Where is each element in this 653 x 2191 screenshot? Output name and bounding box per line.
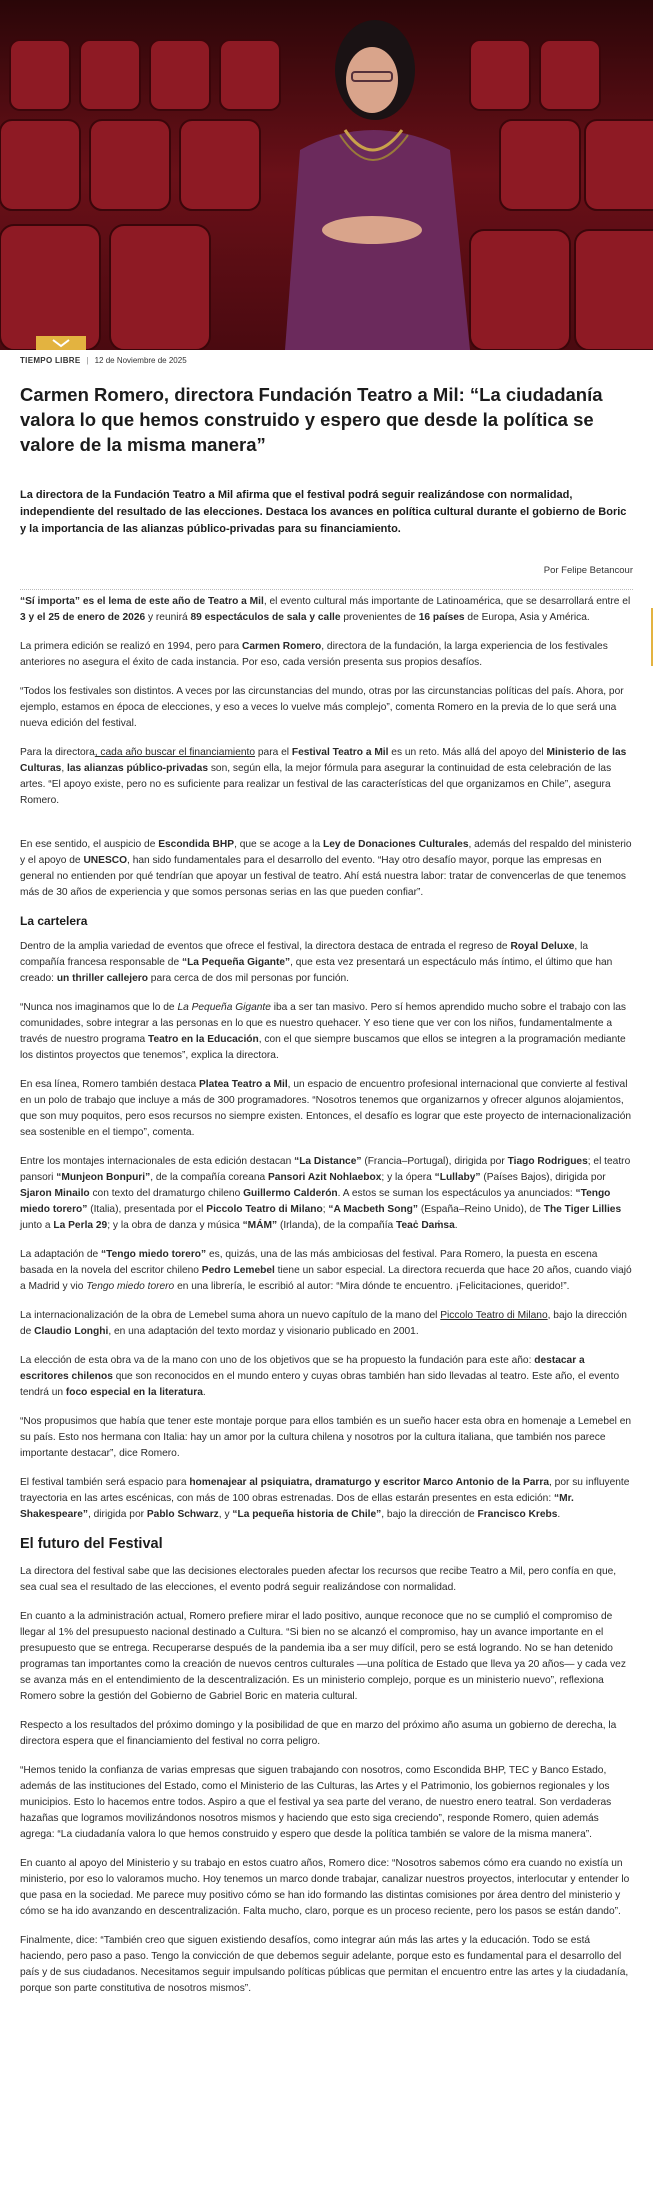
piccolo-teatro-link[interactable]: Piccolo Teatro di Milano <box>440 1310 548 1321</box>
subheading-cartelera: La cartelera <box>20 914 88 928</box>
paragraph: Entre los montajes internacionales de esta edición destacan “La Distance” (Francia–Portugal), dirigida por Tiago Rodrigues; el teatro pansori “Munjeon Bonpuri”, de la compañía coreana Pansori Azit Nohlaebox; y la ópera “Lullaby” (Países Bajos), dirigida por Sjaron Minailo con texto del dramaturgo chileno Guillermo Calderón. A estos se suman los espectáculos ya anunciados: “Tengo miedo torero” (Italia), presentada por el Piccolo Teatro di Milano; “A Macbeth Song” (España–Reino Unido), de The Tiger Lillies junto a La Perla 29; y la obra de danza y música “MÁM” (Irlanda), de la compañía Teaċ Daṁsa. <box>20 1156 631 1231</box>
paragraph: “Sí importa” es el lema de este año de Teatro a Mil, el evento cultural más importante de Latinoamérica, que se desarrollará entre el 3 y el 25 de enero de 2026 y reunirá 89 espectáculos de sala y calle provenientes de 16 países de Europa, Asia y América. <box>20 596 631 623</box>
publish-date: 12 de Noviembre de 2025 <box>94 356 187 365</box>
article-body <box>20 589 633 1997</box>
paragraph: Finalmente, dice: “También creo que siguen existiendo desafíos, como integrar aún más las artes y la educación. Todo se está haciendo, pero paso a paso. Tengo la convicción de que debemos seguir adelante, porque esto es fundamental para el desarrollo del país y de sus ciudadanos. Necesitamos seguir impulsando políticas públicas que permitan el encuentro entre las artes y la ciudadanía, porque son parte constitutiva de nosotros mismos”. <box>20 1935 629 1994</box>
article-lead: La directora de la Fundación Teatro a Mil afirma que el festival podrá seguir realizándose con normalidad, independiente del resultado de las elecciones. Destaca los avances en política cultural durante el gobierno de Boric y la importancia de las alianzas público-privadas para su financiamiento. <box>20 489 627 535</box>
article-title: Carmen Romero, directora Fundación Teatro a Mil: “La ciudadanía valora lo que hemos construido y espero que desde la política se valore de la misma manera” <box>20 384 603 455</box>
paragraph: En cuanto a la administración actual, Romero prefiere mirar el lado positivo, aunque reconoce que no se cumplió el compromiso de llegar al 1% del presupuesto nacional destinado a Cultura. “Si bien no se alcanzó el compromiso, hay un avance importante en el presupuesto que se entrega. Recuperarse después de la pandemia iba a ser muy difícil, pero se está logrando. No se han detenido programas tan importantes como la creación de nuevos centros culturales —una política de Estado que lleva ya 20 años— y cada vez se avanza más en el entendimiento de la descentralización. Es un ministerio complejo, porque es un ministerio nuevo”, reflexiona Romero sobre la gestión del Gobierno de Gabriel Boric en materia cultural. <box>20 1611 626 1702</box>
paragraph: La internacionalización de la obra de Lemebel suma ahora un nuevo capítulo de la mano del Piccolo Teatro di Milano, bajo la dirección de Claudio Longhi, en una adaptación del texto mordaz y visionario publicado en 2001. <box>20 1310 627 1337</box>
theater-seats-illustration <box>0 0 653 350</box>
financing-link[interactable]: , cada año buscar el financiamiento <box>94 747 256 758</box>
paragraph: “Nunca nos imaginamos que lo de La Pequeña Gigante iba a ser tan masivo. Pero sí hemos aprendido mucho sobre el trabajo con las comunidades, sobre integrar a las personas en lo que es nuestro quehacer. Y eso tiene que ver con los niños, fundamentalmente a través de nuestro programa Teatro en la Educación, con el que siempre buscamos que ellos se integren a la programación mediante los distintos proyectos que tenemos”, explica la directora. <box>20 1002 626 1061</box>
paragraph: “Hemos tenido la confianza de varias empresas que siguen trabajando con nosotros, como Escondida BHP, TEC y Banco Estado, además de las instituciones del Estado, como el Ministerio de las Culturas, las Artes y el Patrimonio, los gobiernos regionales y los municipios. Esto lo hacemos entre todos. Aspiro a que el festival ya sea parte del verano, de nuestro enero teatral. Son verdaderas hazañas que logramos movilizándonos nosotros mismos y haciendo que esto siga creciendo”, responde Romero, quien además agrega: “La ciudadanía valora lo que hemos construido y espero que desde la política también se valore de la misma manera”. <box>20 1765 612 1840</box>
paragraph: En esa línea, Romero también destaca Platea Teatro a Mil, un espacio de encuentro profesional internacional que convierte al festival en un polo de trabajo que incluye a más de 300 programadores. “Nosotros tenemos que organizarnos y ofrecer algunos alojamientos, que son muy poquitos, pero esos recursos no siempre existen. Entonces, el desafío es lograr que este proyecto de internacionalización sea sostenible en el tiempo”, comenta. <box>20 1079 632 1138</box>
chevron-down-icon[interactable] <box>36 336 86 350</box>
hero-photo <box>0 0 653 350</box>
subheading-futuro: El futuro del Festival <box>20 1536 163 1552</box>
paragraph: “Todos los festivales son distintos. A veces por las circunstancias del mundo, otras por las circunstancias políticas del país. Ahora, por ejemplo, estamos en época de elecciones, y eso a veces lo vuelve más complejo”, comenta Romero en la previa de lo que será una nueva edición del festival. <box>20 686 624 729</box>
article-meta <box>20 356 633 365</box>
paragraph: El festival también será espacio para homenajear al psiquiatra, dramaturgo y escritor Marco Antonio de la Parra, por su influyente trayectoria en las artes escénicas, con más de 100 obras estrenadas. Dos de ellas estarán presentes en esta edición: “Mr. Shakespeare”, dirigida por Pablo Schwarz, y “La pequeña historia de Chile”, bajo la dirección de Francisco Krebs. <box>20 1477 630 1520</box>
paragraph: “Nos propusimos que había que tener este montaje porque para ellos también es un sueño hacer esta obra en homenaje a Lemebel en su país. Esto nos hermana con Italia: hay un amor por la cultura chilena y nosotros por la cultura italiana, que también nos parece importante destacar”, dice Romero. <box>20 1416 632 1459</box>
paragraph: En cuanto al apoyo del Ministerio y su trabajo en estos cuatro años, Romero dice: “Nosotros sabemos cómo era cuando no existía un ministerio, por eso lo valoramos mucho. Hoy tenemos un marco donde trabajar, canalizar nuestros proyectos, interlocutar y entender lo que pasa en la sociedad. Me parece muy positivo cómo se han ido formando las distintas comisiones por área dentro del ministerio y cómo se ha ido avanzando en descentralización. Falta mucho, claro, porque es un proceso reciente, pero los pasos se están dando”. <box>20 1858 630 1917</box>
paragraph: La adaptación de “Tengo miedo torero” es, quizás, una de las más ambiciosas del festival. Para Romero, la puesta en escena basada en la novela del escritor chileno Pedro Lemebel tiene un sabor especial. La directora recuerda que hace 20 años, cuando viajó a Madrid y vio Tengo miedo torero en una librería, le escribió al autor: “Mira dónde te encuentro. ¡Felicitaciones, querido!”. <box>20 1249 632 1292</box>
paragraph: Para la directora, cada año buscar el financiamiento para el Festival Teatro a Mil es un reto. Más allá del apoyo del Ministerio de las Culturas, las alianzas público-privadas son, según ella, la mejor fórmula para asegurar la continuidad de esta celebración de las artes. “El apoyo existe, pero no es suficiente para realizar un festival de las características del que organizamos en Chile”, asegura Romero. <box>20 747 627 806</box>
article <box>0 356 653 1997</box>
paragraph: Respecto a los resultados del próximo domingo y la posibilidad de que en marzo del próximo año asuma un gobierno de derecha, la directora espera que el financiamiento del festival no corra peligro. <box>20 1720 617 1747</box>
section-label[interactable]: TIEMPO LIBRE <box>20 356 81 365</box>
byline: Por Felipe Betancour <box>543 565 633 576</box>
paragraph: La elección de esta obra va de la mano con uno de los objetivos que se ha propuesto la fundación para este año: destacar a escritores chilenos que son reconocidos en el mundo entero y cuyas obras también han sido llevadas al teatro. Este año, el evento tendrá un foco especial en la literatura. <box>20 1355 620 1398</box>
paragraph: En ese sentido, el auspicio de Escondida BHP, que se acoge a la Ley de Donaciones Culturales, además del respaldo del ministerio y el apoyo de UNESCO, han sido fundamentales para el desarrollo del evento. “Hay otro desafío mayor, porque las empresas en general no entienden por qué tendrían que apoyar un festival de teatro. Ahí está nuestra labor: tratar de convencerlas de que tenemos más de 30 años de experiencia y que somos personas serias en las que pueden confiar”. <box>20 839 632 898</box>
paragraph: Dentro de la amplia variedad de eventos que ofrece el festival, la directora destaca de entrada el regreso de Royal Deluxe, la compañía francesa responsable de “La Pequeña Gigante”, que esta vez presentará un espectáculo más íntimo, el último que han creado: un thriller callejero para cerca de dos mil personas por función. <box>20 941 613 984</box>
meta-separator: | <box>86 356 89 365</box>
paragraph: La primera edición se realizó en 1994, pero para Carmen Romero, directora de la fundación, la larga experiencia de los festivales anteriores no asegura el éxito de cada instancia. Por eso, cada versión presenta sus propios desafíos. <box>20 641 608 668</box>
paragraph: La directora del festival sabe que las decisiones electorales pueden afectar los recursos que recibe Teatro a Mil, pero confía en que, sea cual sea el resultado de las elecciones, el evento podrá seguir realizándose con normalidad. <box>20 1566 617 1593</box>
